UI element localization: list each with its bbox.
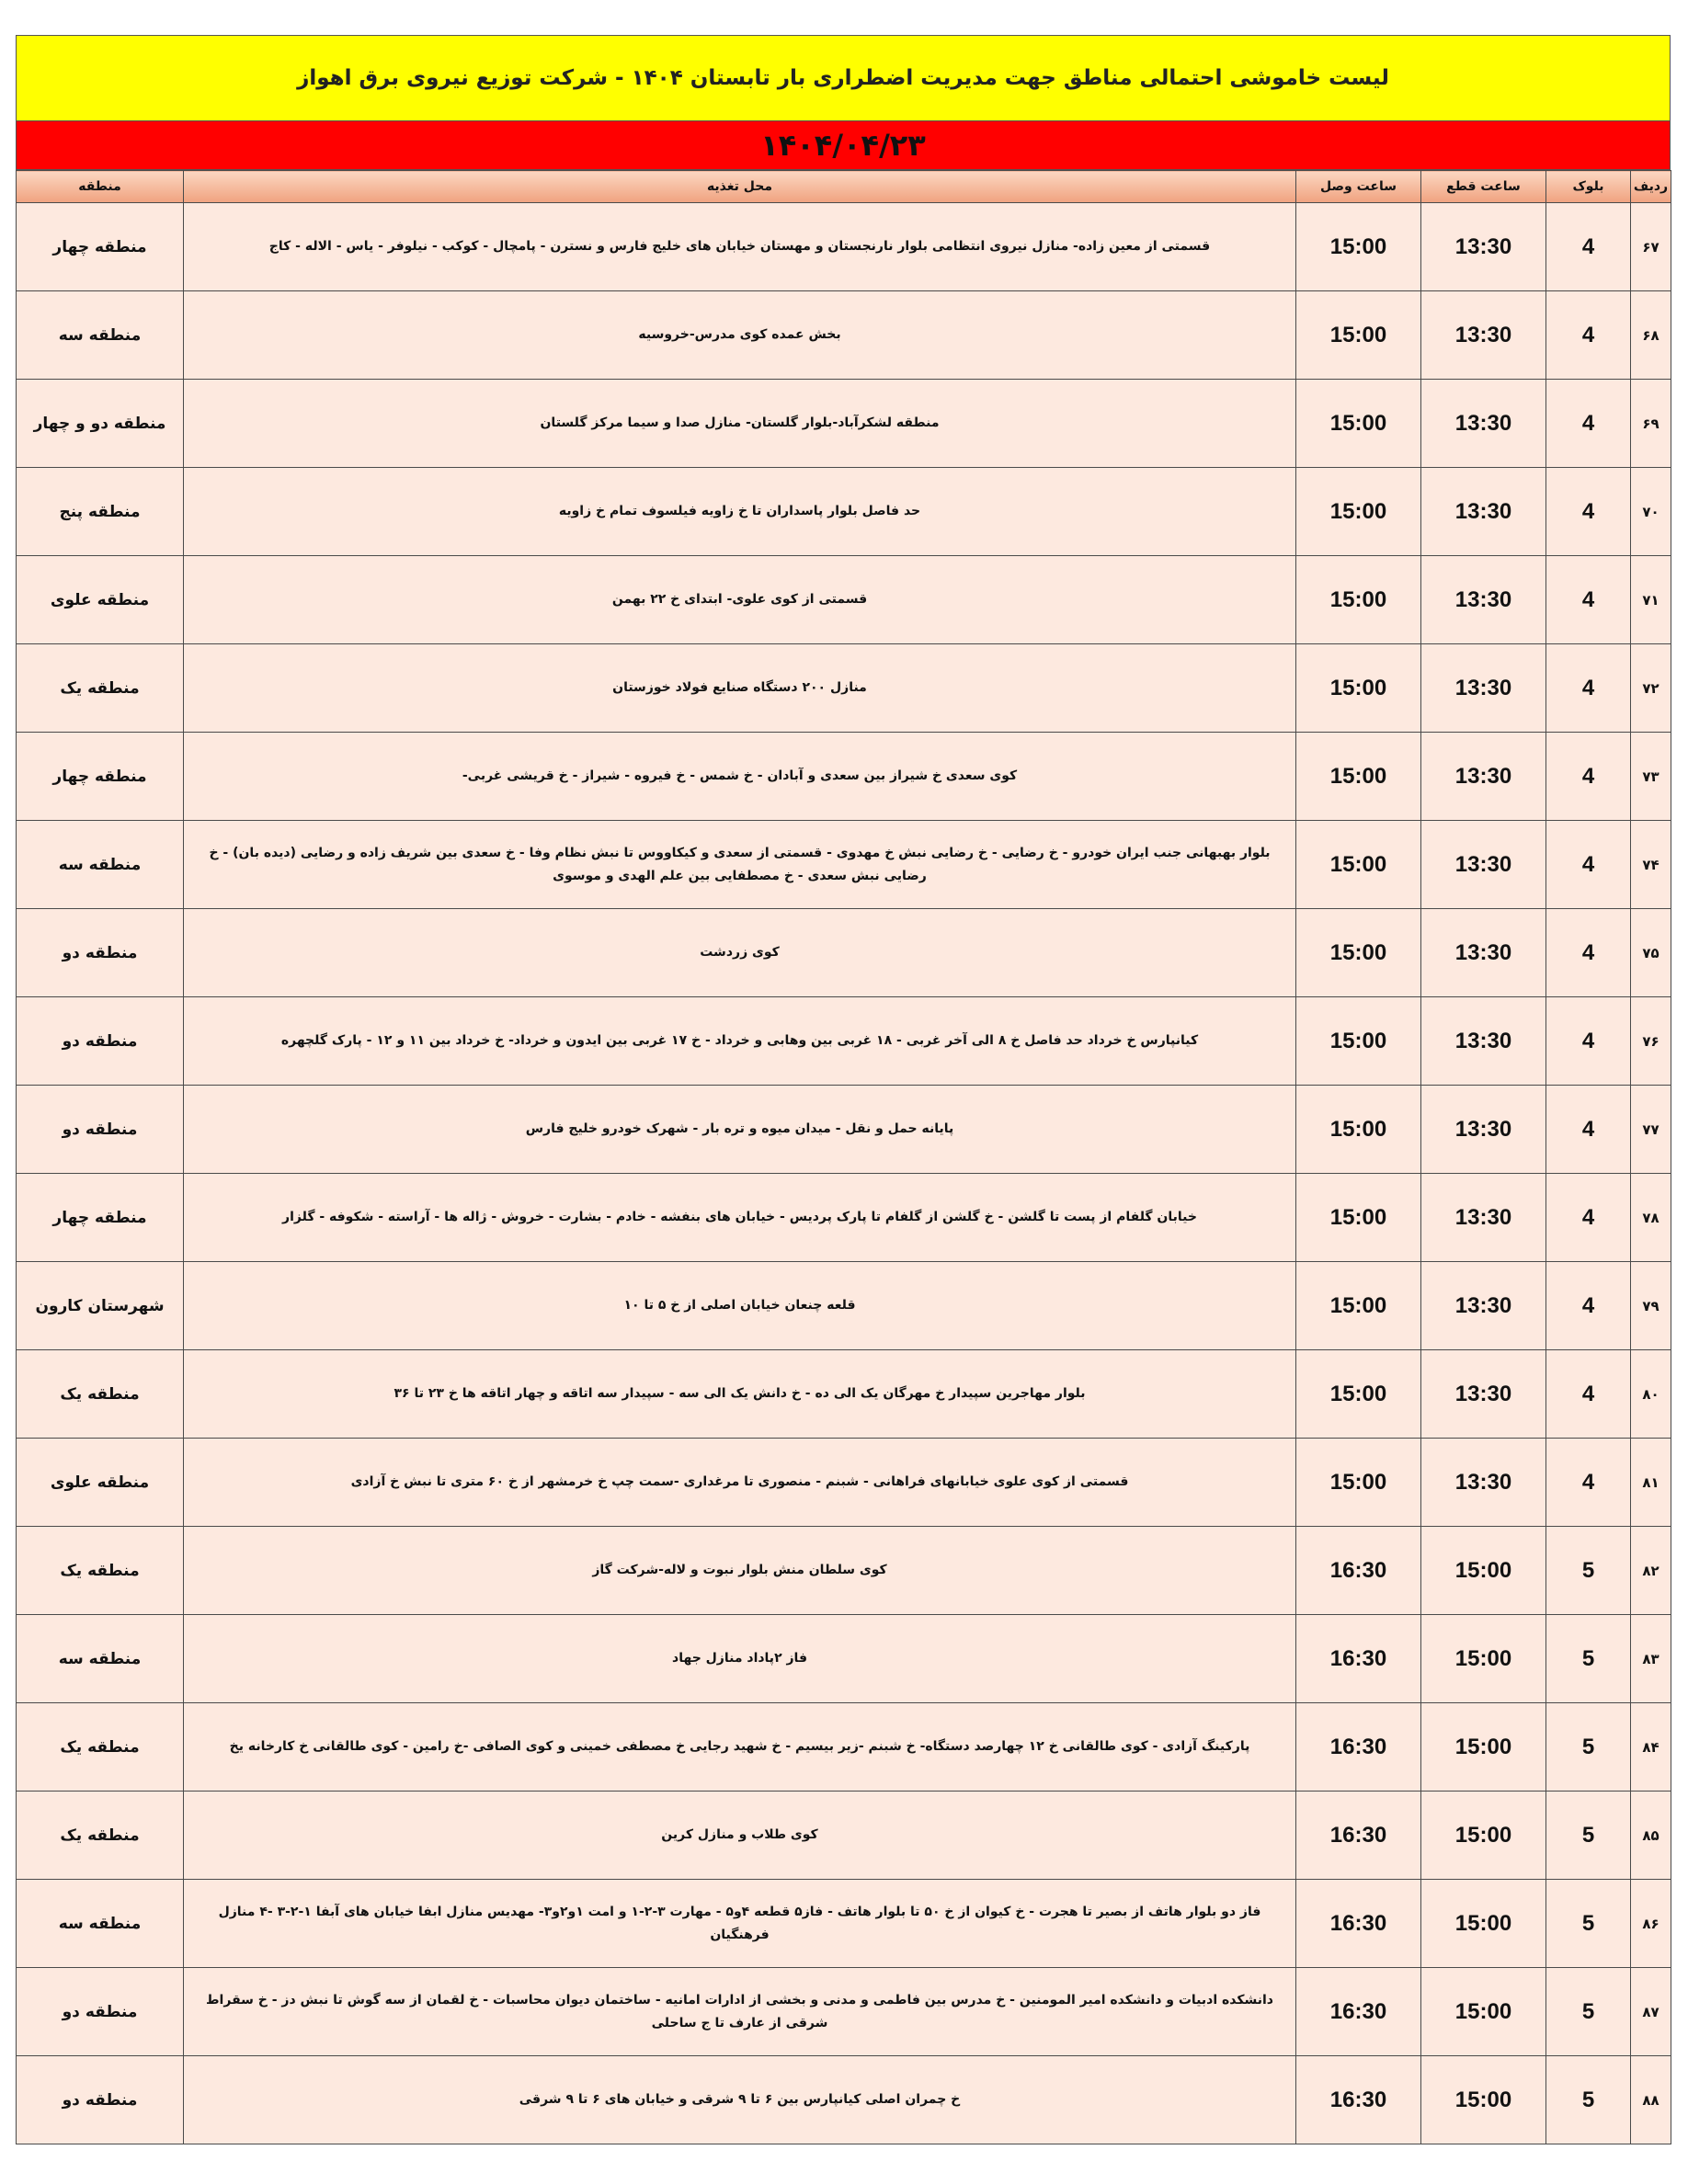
region-name: منطقه یک [17,1792,184,1880]
feed-location: حد فاصل بلوار پاسداران تا خ زاویه فیلسوف تمام خ زاویه [184,468,1296,556]
feed-location: قسمتی از کوی علوی- ابتدای خ ۲۲ بهمن [184,556,1296,644]
header-row-number: ردیف [1631,171,1671,203]
table-row [17,821,1671,909]
row-number: ۸۶ [1631,1880,1671,1968]
row-number: ۸۲ [1631,1527,1671,1615]
table-row [17,1086,1671,1174]
region-name: منطقه دو [17,909,184,997]
table-row [17,1703,1671,1792]
feed-location: خ چمران اصلی کیانپارس بین ۶ تا ۹ شرقی و خیابان های ۶ تا ۹ شرقی [184,2056,1296,2144]
sheet-date: ۱۴۰۴/۰۴/۲۳ [16,121,1671,170]
connect-time: 15:00 [1296,1350,1421,1439]
connect-time: 15:00 [1296,1262,1421,1350]
region-name: شهرستان کارون [17,1262,184,1350]
feed-location: کوی سلطان منش بلوار نبوت و لاله-شرکت گاز [184,1527,1296,1615]
row-number: ۷۳ [1631,733,1671,821]
block-number: 4 [1546,821,1631,909]
row-number: ۶۸ [1631,291,1671,380]
row-number: ۸۰ [1631,1350,1671,1439]
region-name: منطقه دو و چهار [17,380,184,468]
block-number: 5 [1546,1703,1631,1792]
row-number: ۶۷ [1631,203,1671,291]
table-row [17,1350,1671,1439]
feed-location: کیانپارس خ خرداد حد فاصل خ ۸ الی آخر غربی - ۱۸ غربی بین وهابی و خرداد - خ ۱۷ غربی بین ایدون و خرداد- خ خرداد بین ۱۱ و ۱۲ - پارک گلچهره [184,997,1296,1086]
region-name: منطقه یک [17,1527,184,1615]
block-number: 4 [1546,203,1631,291]
cut-time: 15:00 [1421,1792,1546,1880]
connect-time: 15:00 [1296,733,1421,821]
table-row [17,733,1671,821]
feed-location: خیابان گلفام از پست تا گلشن - خ گلشن از گلفام تا پارک پردیس - خیابان های بنفشه - خادم - بشارت - خروش - ژاله ها - آراسته - شکوفه - گلزار [184,1174,1296,1262]
block-number: 5 [1546,1968,1631,2056]
table-row [17,1615,1671,1703]
header-block: بلوک [1546,171,1631,203]
region-name: منطقه سه [17,1880,184,1968]
feed-location: بخش عمده کوی مدرس-خروسیه [184,291,1296,380]
row-number: ۷۷ [1631,1086,1671,1174]
block-number: 4 [1546,1174,1631,1262]
cut-time: 13:30 [1421,997,1546,1086]
table-header [17,171,1671,203]
feed-location: بلوار مهاجرین سپیدار خ مهرگان یک الی ده - خ دانش یک الی سه - سپیدار سه اتاقه و چهار اتاقه ها خ ۲۳ تا ۳۶ [184,1350,1296,1439]
feed-location: قلعه چنعان خیابان اصلی از خ ۵ تا ۱۰ [184,1262,1296,1350]
connect-time: 16:30 [1296,1792,1421,1880]
connect-time: 15:00 [1296,821,1421,909]
cut-time: 13:30 [1421,1086,1546,1174]
feed-location: فاز ۲پاداد منازل جهاد [184,1615,1296,1703]
region-name: منطقه سه [17,1615,184,1703]
row-number: ۷۰ [1631,468,1671,556]
table-row [17,1527,1671,1615]
outage-sheet [16,35,1671,2144]
connect-time: 15:00 [1296,997,1421,1086]
region-name: منطقه پنج [17,468,184,556]
cut-time: 13:30 [1421,909,1546,997]
cut-time: 13:30 [1421,556,1546,644]
feed-location: کوی طلاب و منازل کرین [184,1792,1296,1880]
row-number: ۸۵ [1631,1792,1671,1880]
block-number: 4 [1546,1086,1631,1174]
region-name: منطقه دو [17,2056,184,2144]
connect-time: 15:00 [1296,203,1421,291]
table-row [17,468,1671,556]
feed-location: فاز دو بلوار هاتف از بصیر تا هجرت - خ کیوان از خ ۵۰ تا بلوار هاتف - فاز۵ قطعه ۴و۵ - مهارت ۳-۲-۱ و امت ۱و۲و۳- مهدیس منازل ابفا خیابان های آبفا ۱-۲-۳ -۴ منازل فرهنگیان [184,1880,1296,1968]
row-number: ۷۵ [1631,909,1671,997]
region-name: منطقه یک [17,644,184,733]
cut-time: 13:30 [1421,291,1546,380]
block-number: 4 [1546,380,1631,468]
cut-time: 13:30 [1421,821,1546,909]
connect-time: 16:30 [1296,1615,1421,1703]
cut-time: 15:00 [1421,2056,1546,2144]
region-name: منطقه سه [17,291,184,380]
cut-time: 13:30 [1421,1439,1546,1527]
cut-time: 13:30 [1421,1350,1546,1439]
connect-time: 15:00 [1296,291,1421,380]
feed-location: پایانه حمل و نقل - میدان میوه و تره بار - شهرک خودرو خلیج فارس [184,1086,1296,1174]
row-number: ۸۳ [1631,1615,1671,1703]
row-number: ۷۸ [1631,1174,1671,1262]
block-number: 4 [1546,1350,1631,1439]
region-name: منطقه یک [17,1350,184,1439]
header-location: محل تغذیه [184,171,1296,203]
table-row [17,2056,1671,2144]
feed-location: قسمتی از معین زاده- منازل نیروی انتظامی بلوار نارنجستان و مهستان خیابان های خلیج فارس و نسترن - پامچال - کوکب - نیلوفر - یاس - الاله - کاج [184,203,1296,291]
row-number: ۸۴ [1631,1703,1671,1792]
row-number: ۷۶ [1631,997,1671,1086]
connect-time: 15:00 [1296,380,1421,468]
connect-time: 15:00 [1296,644,1421,733]
connect-time: 15:00 [1296,468,1421,556]
connect-time: 16:30 [1296,1968,1421,2056]
table-row [17,291,1671,380]
block-number: 4 [1546,1439,1631,1527]
row-number: ۸۸ [1631,2056,1671,2144]
feed-location: کوی زردشت [184,909,1296,997]
table-row [17,1792,1671,1880]
connect-time: 15:00 [1296,1439,1421,1527]
region-name: منطقه چهار [17,733,184,821]
table-row [17,556,1671,644]
region-name: منطقه سه [17,821,184,909]
table-body [17,203,1671,2144]
table-row [17,644,1671,733]
table-row [17,1262,1671,1350]
block-number: 5 [1546,1880,1631,1968]
table-row [17,1968,1671,2056]
table-row [17,380,1671,468]
region-name: منطقه علوی [17,1439,184,1527]
block-number: 5 [1546,1615,1631,1703]
table-row [17,997,1671,1086]
feed-location: پارکینگ آزادی - کوی طالقانی خ ۱۲ چهارصد دستگاه- خ شبنم -زیر بیسیم - خ شهید رجایی خ مصطفی خمینی و کوی الصافی -خ رامین - کوی طالقانی خ کارخانه یخ [184,1703,1296,1792]
cut-time: 13:30 [1421,1262,1546,1350]
connect-time: 16:30 [1296,1880,1421,1968]
row-number: ۷۴ [1631,821,1671,909]
region-name: منطقه چهار [17,203,184,291]
table-row [17,1174,1671,1262]
region-name: منطقه علوی [17,556,184,644]
block-number: 4 [1546,291,1631,380]
block-number: 4 [1546,733,1631,821]
cut-time: 13:30 [1421,644,1546,733]
region-name: منطقه دو [17,1086,184,1174]
sheet-title: لیست خاموشی احتمالی مناطق جهت مدیریت اضطراری بار تابستان ۱۴۰۴ - شرکت توزیع نیروی برق اهواز [16,35,1671,121]
row-number: ۶۹ [1631,380,1671,468]
outage-table [16,170,1671,2144]
block-number: 4 [1546,997,1631,1086]
row-number: ۸۱ [1631,1439,1671,1527]
connect-time: 15:00 [1296,1174,1421,1262]
region-name: منطقه یک [17,1703,184,1792]
block-number: 4 [1546,556,1631,644]
region-name: منطقه دو [17,1968,184,2056]
feed-location: بلوار بهبهانی جنب ایران خودرو - خ رضایی - خ رضایی نبش خ مهدوی - قسمتی از سعدی و کیکاووس تا نبش نظام وفا - خ سعدی بین شریف زاده و رضایی (دیده بان) - خ رضایی نبش سعدی - خ مصطفایی بین علم الهدی و موسوی [184,821,1296,909]
cut-time: 15:00 [1421,1968,1546,2056]
cut-time: 13:30 [1421,203,1546,291]
table-row [17,1439,1671,1527]
cut-time: 15:00 [1421,1703,1546,1792]
header-cut-time: ساعت قطع [1421,171,1546,203]
connect-time: 15:00 [1296,909,1421,997]
table-row [17,909,1671,997]
row-number: ۷۲ [1631,644,1671,733]
region-name: منطقه دو [17,997,184,1086]
block-number: 5 [1546,1792,1631,1880]
connect-time: 16:30 [1296,2056,1421,2144]
block-number: 4 [1546,909,1631,997]
table-row [17,203,1671,291]
feed-location: کوی سعدی خ شیراز بین سعدی و آبادان - خ شمس - خ فیروه - شیراز - خ قریشی غربی- [184,733,1296,821]
header-region: منطقه [17,171,184,203]
feed-location: منازل ۲۰۰ دستگاه صنایع فولاد خوزستان [184,644,1296,733]
connect-time: 16:30 [1296,1527,1421,1615]
cut-time: 13:30 [1421,733,1546,821]
block-number: 4 [1546,468,1631,556]
cut-time: 13:30 [1421,468,1546,556]
connect-time: 15:00 [1296,1086,1421,1174]
feed-location: منطقه لشکرآباد-بلوار گلستان- منازل صدا و سیما مرکز گلستان [184,380,1296,468]
table-row [17,1880,1671,1968]
row-number: ۸۷ [1631,1968,1671,2056]
header-connect-time: ساعت وصل [1296,171,1421,203]
region-name: منطقه چهار [17,1174,184,1262]
feed-location: قسمتی از کوی علوی خیابانهای فراهانی - شبنم - منصوری تا مرغداری -سمت چپ خ خرمشهر از خ ۶۰ متری تا نبش خ آزادی [184,1439,1296,1527]
cut-time: 13:30 [1421,1174,1546,1262]
cut-time: 15:00 [1421,1615,1546,1703]
connect-time: 16:30 [1296,1703,1421,1792]
block-number: 5 [1546,2056,1631,2144]
block-number: 5 [1546,1527,1631,1615]
cut-time: 13:30 [1421,380,1546,468]
feed-location: دانشکده ادبیات و دانشکده امیر المومنین - خ مدرس بین فاطمی و مدنی و بخشی از ادارات امانیه - ساختمان دیوان محاسبات - خ لقمان از سه گوش تا نبش دز - خ سقراط شرقی از عارف تا ج ساحلی [184,1968,1296,2056]
connect-time: 15:00 [1296,556,1421,644]
cut-time: 15:00 [1421,1527,1546,1615]
block-number: 4 [1546,1262,1631,1350]
block-number: 4 [1546,644,1631,733]
row-number: ۷۱ [1631,556,1671,644]
cut-time: 15:00 [1421,1880,1546,1968]
row-number: ۷۹ [1631,1262,1671,1350]
